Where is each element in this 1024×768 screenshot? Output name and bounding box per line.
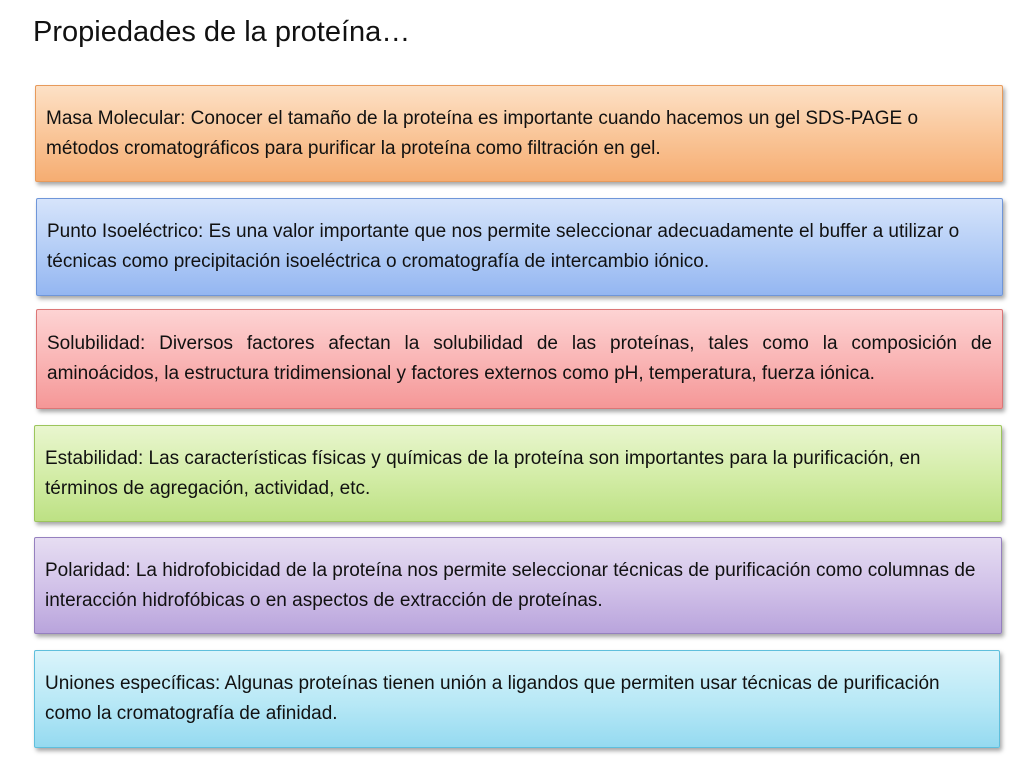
polarity-box (34, 537, 1002, 634)
stability-text: Estabilidad: Las características físicas y químicas de la proteína son importantes para la purificación, en términos de agregación, actividad, etc. (45, 447, 921, 499)
isoelectric-point-text: Punto Isoeléctrico: Es una valor importante que nos permite seleccionar adecuadamente el buffer a utilizar o técnicas como precipitación isoeléctrica o cromatografía de intercambio iónico. (47, 221, 960, 272)
isoelectric-point-box (36, 198, 1003, 296)
molecular-mass-box (35, 85, 1003, 182)
specific-binding-box (34, 650, 1000, 748)
specific-binding-text: Uniones específicas: Algunas proteínas tienen unión a ligandos que permiten usar técnicas de purificación como la cromatografía de afinidad. (45, 673, 940, 724)
polarity-text: Polaridad: La hidrofobicidad de la proteína nos permite seleccionar técnicas de purificación como columnas de interacción hidrofóbicas o en aspectos de extracción de proteínas. (45, 559, 976, 611)
solubility-box (36, 309, 1003, 409)
solubility-text: Solubilidad: Diversos factores afectan la solubilidad de las proteínas, tales como la composición de aminoácidos, la estructura tridimensional y factores externos como pH, temperatura, fuerza iónica. (47, 333, 992, 384)
slide-title: Propiedades de la proteína… (33, 16, 411, 48)
stability-box (34, 425, 1002, 522)
molecular-mass-text: Masa Molecular: Conocer el tamaño de la proteína es importante cuando hacemos un gel SDS-PAGE o métodos cromatográficos para purificar la proteína como filtración en gel. (46, 107, 919, 159)
